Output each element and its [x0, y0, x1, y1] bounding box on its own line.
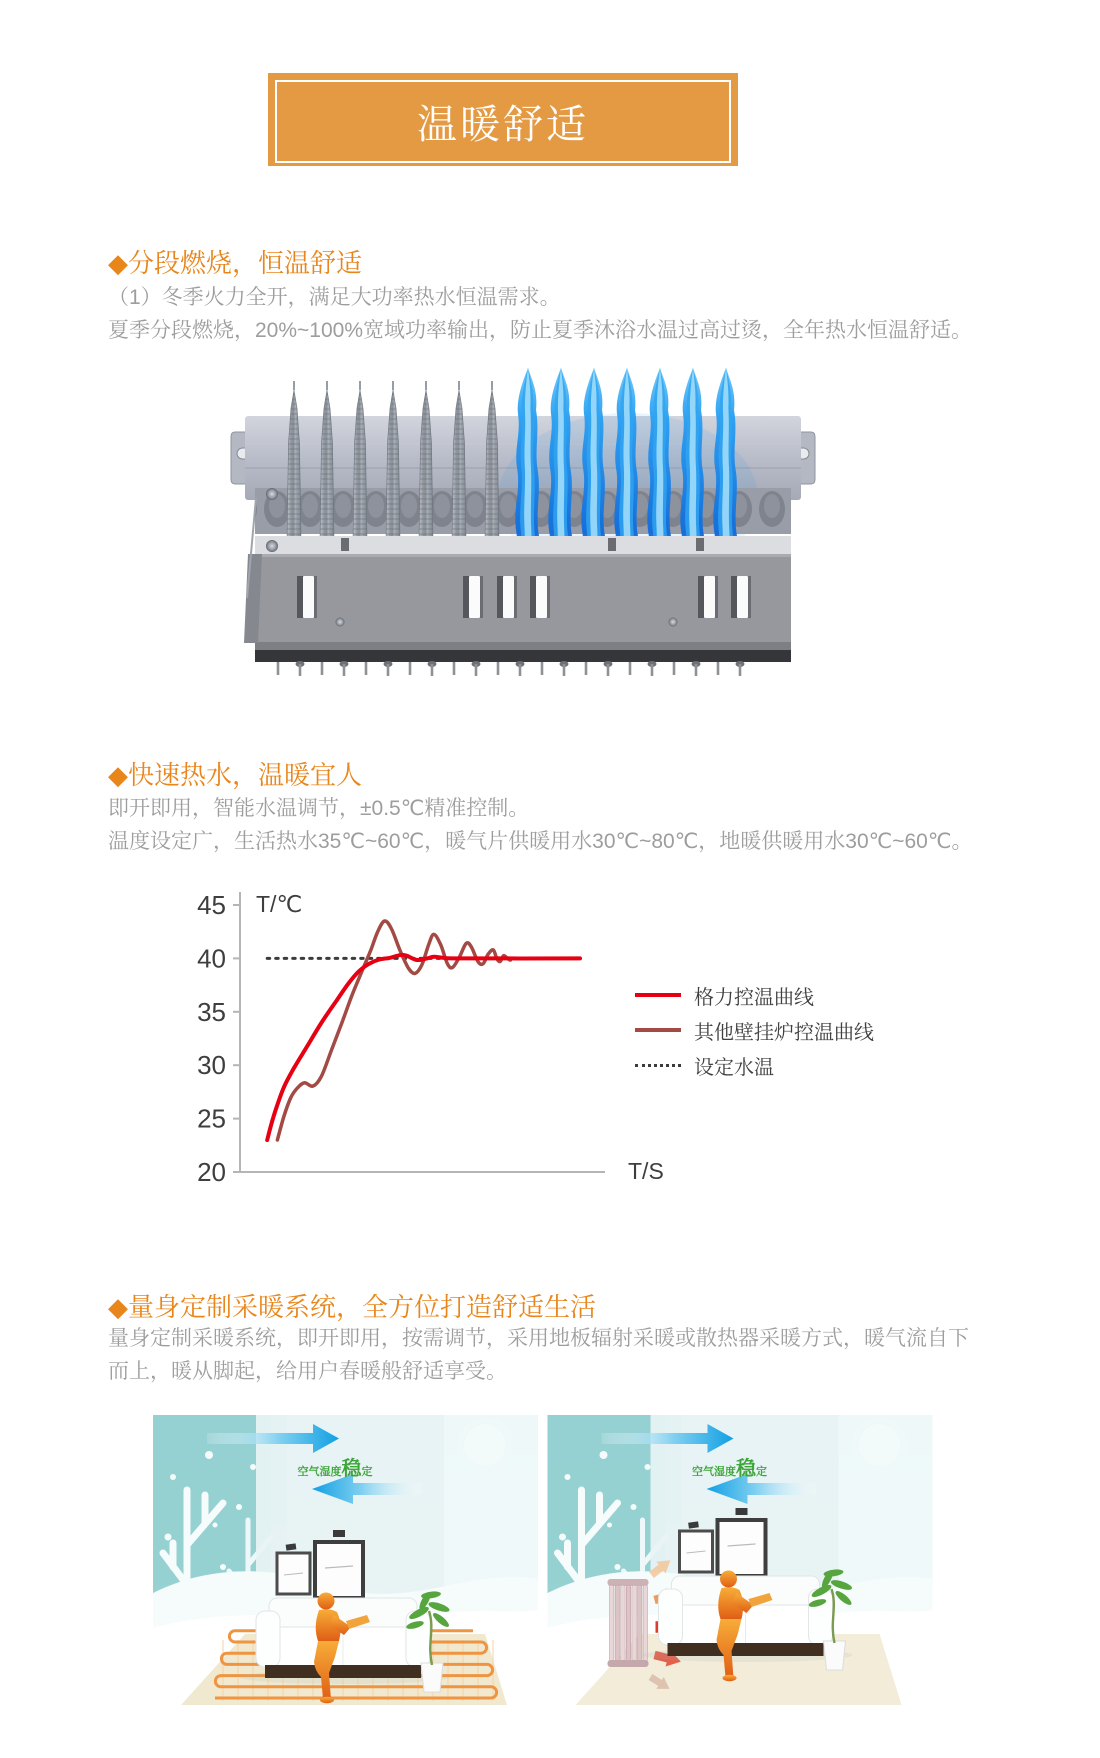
section-body-staged-combustion: [108, 281, 972, 347]
humidity-stable-label: 空气湿度稳定: [297, 1458, 373, 1480]
radiator-heating-scene: [547, 1415, 933, 1705]
title-banner: [268, 73, 738, 166]
floor-heating-illustration: [153, 1415, 538, 1705]
chart-legend: [635, 984, 874, 1089]
legend-label: 其他壁挂炉控温曲线: [694, 1021, 874, 1044]
legend-item-gree: [635, 984, 874, 1009]
burner-flame-illustration: [228, 348, 818, 680]
gree-curve-swatch: [635, 993, 681, 997]
page-title: 温暖舒适: [275, 80, 731, 163]
legend-label: 格力控温曲线: [694, 986, 814, 1009]
section-heading-custom-heating: ◆量身定制采暖系统，全方位打造舒适生活: [108, 1292, 596, 1322]
burner-nozzles: [277, 661, 745, 676]
body-line: 温度设定广，生活热水35℃~60℃，暖气片供暖用水30℃~80℃，地暖供暖用水30℃~60℃。: [108, 830, 973, 853]
body-line: 量身定制采暖系统，即开即用，按需调节，采用地板辐射采暖或散热器采暖方式，暖气流自下: [108, 1327, 969, 1350]
sofa: [659, 1576, 833, 1656]
body-line: 而上，暖从脚起，给用户春暖般舒适享受。: [108, 1360, 507, 1383]
x-axis-label: T/S: [628, 1158, 664, 1184]
y-tick-label: 30: [197, 1050, 226, 1081]
y-tick-label: 25: [197, 1103, 226, 1134]
legend-label: 设定水温: [694, 1056, 774, 1079]
y-axis-label: T/℃: [256, 891, 303, 917]
sofa: [256, 1598, 430, 1678]
y-tick-label: 40: [197, 943, 226, 974]
y-tick-label: 20: [197, 1157, 226, 1185]
humidity-stable-label: 空气湿度稳定: [692, 1458, 767, 1480]
y-tick-label: 45: [197, 890, 226, 920]
legend-item-setpoint: [635, 1054, 874, 1079]
body-line: （1）冬季火力全开，满足大功率热水恒温需求。: [108, 286, 561, 309]
other-curve-swatch: [635, 1028, 681, 1032]
floor-heating-scene: [153, 1415, 538, 1705]
series-0: [267, 955, 580, 1140]
y-tick-label: 35: [197, 996, 226, 1027]
radiator-heating-illustration: [547, 1415, 933, 1705]
body-line: 即开即用，智能水温调节，±0.5℃精准控制。: [108, 797, 530, 820]
section-body-custom-heating: [108, 1322, 969, 1388]
body-line: 夏季分段燃烧，20%~100%宽域功率输出，防止夏季沐浴水温过高过烫，全年热水恒温舒适。: [108, 319, 973, 342]
section-heading-staged-combustion: ◆分段燃烧，恒温舒适: [108, 248, 362, 278]
setpoint-swatch: [635, 1064, 681, 1067]
legend-item-other: [635, 1019, 874, 1044]
section-heading-fast-hot-water: ◆快速热水，温暖宜人: [108, 760, 362, 790]
series-1: [277, 921, 580, 1140]
section-body-fast-hot-water: [108, 792, 972, 858]
